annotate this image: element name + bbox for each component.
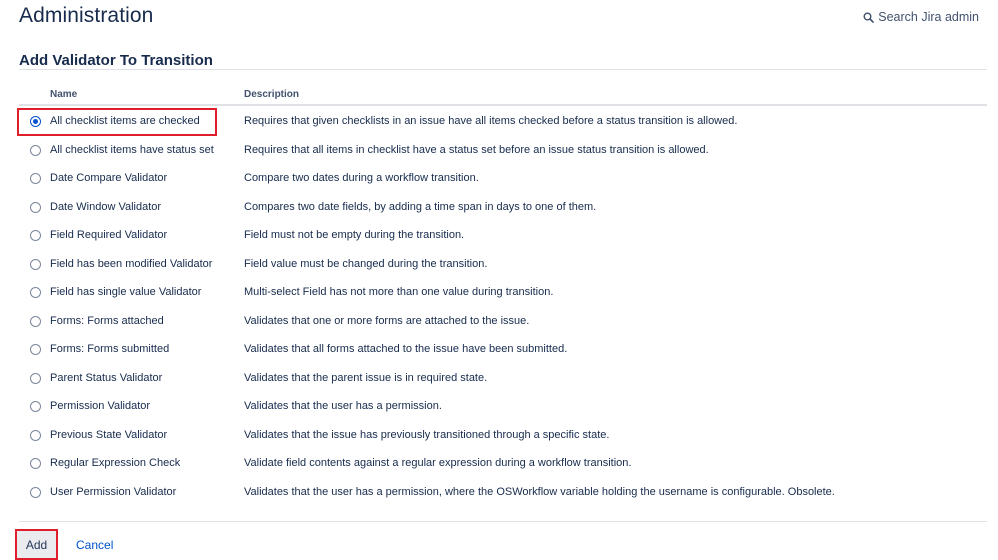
validator-description: Multi-select Field has not more than one value during transition. [244,286,554,298]
validator-name[interactable]: Field has single value Validator [50,286,202,298]
validator-radio-button[interactable] [30,401,41,412]
section-divider [19,69,987,70]
validator-radio-button[interactable] [30,316,41,327]
page-title: Administration [19,4,154,27]
validator-name[interactable]: Forms: Forms attached [50,314,164,327]
validator-row[interactable] [19,365,987,394]
validator-radio-button[interactable] [30,230,41,241]
validator-description: Field must not be empty during the transition. [244,229,465,241]
validator-description: Requires that all items in checklist have a status set before an issue status transition is allowed. [244,143,709,156]
column-header-description: Description [244,89,300,100]
footer-divider [19,521,987,522]
validator-radio-button[interactable] [30,145,41,156]
search-jira-admin-link[interactable] [863,10,979,24]
validator-row[interactable] [19,165,987,194]
validator-row[interactable] [19,479,987,508]
add-button[interactable]: Add [15,529,58,560]
validator-radio-button[interactable] [30,373,41,384]
validator-radio-button[interactable] [30,259,41,270]
selected-option-highlight [17,108,217,136]
validator-radio-button[interactable] [30,287,41,298]
validator-description: Validates that the parent issue is in required state. [244,371,488,384]
validator-name[interactable]: All checklist items are checked [50,115,200,127]
section-title: Add Validator To Transition [19,52,213,69]
validator-row[interactable] [19,422,987,451]
validators-table-header [19,86,987,106]
validator-radio-button[interactable] [30,487,41,498]
validator-description: Compares two date fields, by adding a time span in days to one of them. [244,200,597,213]
validator-row[interactable] [19,137,987,166]
validator-radio-button[interactable] [30,202,41,213]
search-icon [863,12,874,23]
validator-description: Validates that one or more forms are attached to the issue. [244,314,530,327]
validator-radio-button[interactable] [30,173,41,184]
validator-description: Requires that given checklists in an issue have all items checked before a status transition is allowed. [244,115,738,127]
cancel-link[interactable]: Cancel [76,538,114,552]
validator-row[interactable] [19,393,987,422]
validator-name[interactable]: Field Required Validator [50,229,168,241]
validator-name[interactable]: Regular Expression Check [50,457,181,469]
validator-name[interactable]: Date Window Validator [50,200,162,213]
validator-row[interactable] [19,336,987,365]
validators-table-body [19,108,987,507]
validator-description: Compare two dates during a workflow transition. [244,172,479,184]
search-jira-admin-label: Search Jira admin [878,10,979,24]
validator-description: Validates that all forms attached to the issue have been submitted. [244,343,568,355]
validator-description: Validates that the issue has previously transitioned through a specific state. [244,428,610,441]
validator-row[interactable] [19,194,987,223]
validator-row[interactable] [19,251,987,280]
validator-description: Validate field contents against a regular expression during a workflow transition. [244,457,632,469]
validator-description: Validates that the user has a permission. [244,400,442,412]
validator-name[interactable]: Parent Status Validator [50,371,163,384]
validator-name[interactable]: Previous State Validator [50,428,168,441]
validator-radio-button[interactable] [30,344,41,355]
validator-name[interactable]: User Permission Validator [50,485,177,498]
validator-name[interactable]: Field has been modified Validator [50,257,213,270]
column-header-name: Name [50,89,78,100]
validator-row[interactable] [19,279,987,308]
validator-row[interactable] [19,222,987,251]
validator-radio-button[interactable] [30,430,41,441]
validator-name[interactable]: Forms: Forms submitted [50,343,170,355]
validator-row[interactable] [19,450,987,479]
validator-radio-button[interactable] [30,458,41,469]
validator-name[interactable]: All checklist items have status set [50,143,214,156]
validator-row[interactable] [19,308,987,337]
validator-description: Field value must be changed during the transition. [244,257,488,270]
validator-description: Validates that the user has a permission, where the OSWorkflow variable holding the username is configurable. Obsolete. [244,485,835,498]
validator-name[interactable]: Permission Validator [50,400,151,412]
validator-name[interactable]: Date Compare Validator [50,172,168,184]
